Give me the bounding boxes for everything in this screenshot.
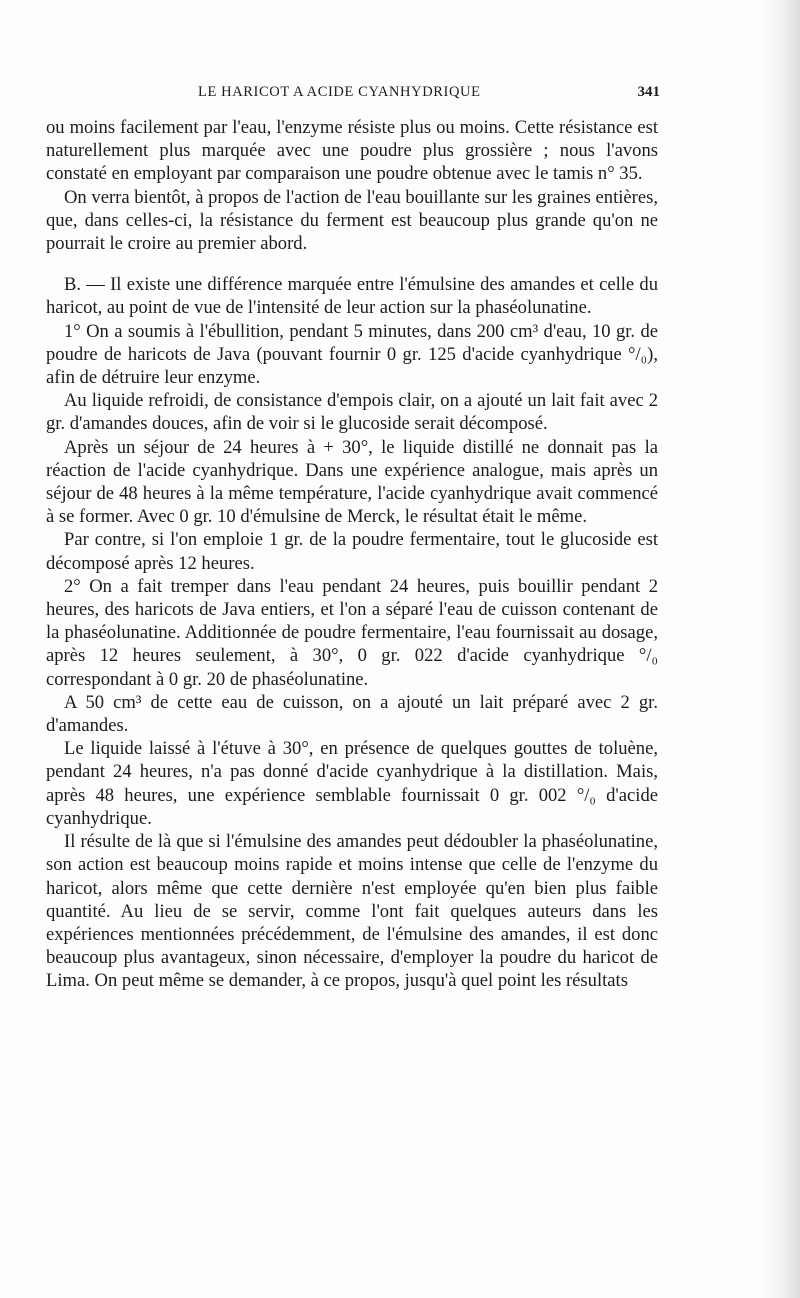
paragraph-boiling-water: On verra bientôt, à propos de l'action de l'eau bouillante sur les graines entières, que, dans celles-ci, la résistance du ferment est beaucoup plus grande qu'on ne pourrait le croire au premier abord. <box>46 186 658 255</box>
paragraph-section-b: B. — Il existe une différence marquée entre l'émulsine des amandes et celle du haricot, au point de vue de l'intensité de leur action sur la phaséolunatine. <box>46 274 658 319</box>
page-number: 341 <box>637 84 660 100</box>
paragraph-conclusion: Il résulte de là que si l'émulsine des amandes peut dédoubler la phaséolunatine, son action est beaucoup moins rapide et moins intense que celle de l'enzyme du haricot, alors même que cette dernière n'est employée qu'en bien plus faible quantité. Au lieu de se servir, comme l'ont fait quelques auteurs dans les expériences mentionnées précédemment, de l'émulsine des amandes, il est donc beaucoup plus avantageux, sinon nécessaire, d'employer la poudre du haricot de Lima. On peut même se demander, à ce propos, jusqu'à quel point les résultats <box>46 831 658 992</box>
paragraph-almond-milk: Au liquide refroidi, de consistance d'empois clair, on a ajouté un lait fait avec 2 gr. d'amandes douces, afin de voir si le glucoside serait décomposé. <box>46 390 658 435</box>
paragraph-ferment-powder: Par contre, si l'on emploie 1 gr. de la poudre fermentaire, tout le glucoside est décomposé après 12 heures. <box>46 529 658 574</box>
paragraph-oven-toluene: Le liquide laissé à l'étuve à 30°, en présence de quelques gouttes de toluène, pendant 24 heures, n'a pas donné d'acide cyanhydrique à la distillation. Mais, après 48 heures, une expérience semblable fournissait 0 gr. 002 °/₀ d'acide cyanhydrique. <box>46 738 658 829</box>
body-text <box>46 116 658 993</box>
page-edge-shadow <box>764 0 800 1298</box>
paragraph-continuation: ou moins facilement par l'eau, l'enzyme résiste plus ou moins. Cette résistance est naturellement plus marquée avec une poudre plus grossière ; nous l'avons constaté en employant par comparaison une poudre obtenue avec le tamis n° 35. <box>46 117 658 185</box>
running-title: LE HARICOT A ACIDE CYANHYDRIQUE <box>198 84 481 100</box>
paragraph-cooking-water: A 50 cm³ de cette eau de cuisson, on a ajouté un lait préparé avec 2 gr. d'amandes. <box>46 691 658 737</box>
paragraph-stay-24h: Après un séjour de 24 heures à + 30°, le liquide distillé ne donnait pas la réaction de l'acide cyanhydrique. Dans une expérience analogue, mais après un séjour de 48 heures à la même température, l'acide cyanhydrique avait commencé à se former. Avec 0 gr. 10 d'émulsine de Merck, le résultat était le même. <box>46 436 658 528</box>
page-header <box>48 84 660 106</box>
paragraph-experiment-1: 1° On a soumis à l'ébullition, pendant 5 minutes, dans 200 cm³ d'eau, 10 gr. de poudre de haricots de Java (pouvant fournir 0 gr. 125 d'acide cyanhydrique °/₀), afin de détruire leur enzyme. <box>46 320 658 389</box>
paragraph-experiment-2: 2° On a fait tremper dans l'eau pendant 24 heures, puis bouillir pendant 2 heures, des haricots de Java entiers, et l'on a séparé l'eau de cuisson contenant de la phaséolunatine. Additionnée de poudre fermentaire, l'eau fournissait au dosage, après 12 heures seulement, à 30°, 0 gr. 022 d'acide cyanhydrique °/₀ correspondant à 0 gr. 20 de phaséolunatine. <box>46 575 658 690</box>
